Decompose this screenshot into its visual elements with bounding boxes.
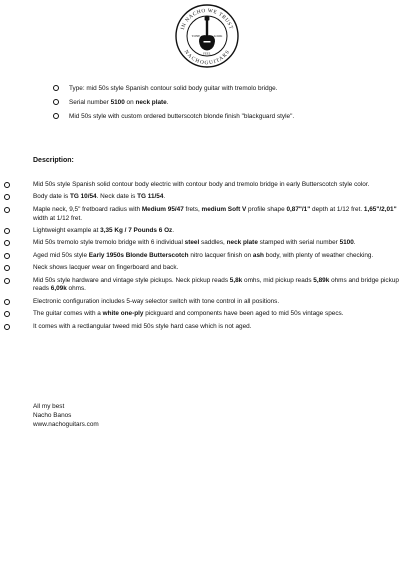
emphasized-text: Medium 95/47 bbox=[141, 205, 184, 213]
bullet-icon bbox=[4, 311, 10, 317]
text-run: Mid 50s style Spanish solid contour body electric with contour body and tremolo bridge in early Butterscotch style color. bbox=[33, 181, 370, 188]
text-run: depth at 1/12 fret. bbox=[310, 205, 364, 213]
logo-bottom-text: NACHOGUITARS bbox=[182, 49, 232, 67]
list-item bbox=[33, 277, 405, 295]
text-run: Mid 50s tremolo style tremolo bridge with 6 individual bbox=[33, 239, 185, 247]
text-run: . bbox=[166, 99, 169, 106]
list-item bbox=[33, 323, 405, 332]
text-run: Serial number bbox=[69, 99, 111, 106]
text-run: profile shape bbox=[246, 205, 287, 213]
bullet-icon bbox=[4, 207, 10, 213]
bullet-icon bbox=[4, 278, 10, 284]
bullet-icon bbox=[53, 113, 59, 119]
list-item bbox=[50, 98, 380, 107]
text-run: . bbox=[163, 193, 166, 201]
text-run: stamped with serial number bbox=[257, 239, 340, 247]
bullet-icon bbox=[4, 253, 10, 259]
list-item bbox=[33, 206, 405, 224]
text-run: . Neck date is bbox=[96, 193, 138, 201]
bullet-icon bbox=[4, 228, 10, 234]
emphasized-text: Early 1950s Blonde Butterscotch bbox=[88, 251, 189, 259]
spec-summary-list bbox=[50, 84, 380, 126]
bullet-icon bbox=[4, 240, 10, 246]
bullet-icon bbox=[4, 265, 10, 271]
emphasized-text: TG 10/54 bbox=[69, 193, 97, 201]
emphasized-text: neck plate bbox=[135, 99, 167, 106]
list-item bbox=[33, 239, 405, 248]
logo-inner-right: LOOK bbox=[213, 34, 223, 38]
text-run: . bbox=[353, 239, 356, 247]
list-item bbox=[33, 193, 405, 202]
emphasized-text: 5100 bbox=[339, 239, 354, 247]
text-run: nitro lacquer finish on bbox=[188, 251, 253, 259]
emphasized-text: medium Soft V bbox=[201, 205, 247, 213]
emphasized-text: 0,87"/1" bbox=[286, 205, 311, 213]
text-run: Body date is bbox=[33, 193, 70, 201]
signoff-website: www.nachoguitars.com bbox=[33, 420, 99, 428]
signoff-greeting: All my best bbox=[33, 403, 65, 410]
text-run: Maple neck, 9,5" fretboard radius with bbox=[33, 205, 142, 213]
list-item bbox=[33, 264, 405, 273]
emphasized-text: 6,09k bbox=[50, 285, 67, 293]
list-item bbox=[33, 181, 405, 190]
bullet-icon bbox=[4, 182, 10, 188]
bullet-icon bbox=[53, 99, 59, 105]
nachoguitars-seal-logo bbox=[174, 3, 240, 69]
bullet-icon bbox=[4, 194, 10, 200]
text-run: Lightweight example at bbox=[33, 226, 101, 234]
text-run: on bbox=[124, 99, 136, 106]
list-item bbox=[50, 84, 380, 93]
bullet-icon bbox=[4, 324, 10, 330]
text-run: The guitar comes with a bbox=[33, 310, 103, 318]
text-run: body, with plenty of weather checking. bbox=[263, 251, 374, 259]
signoff bbox=[33, 403, 99, 429]
text-run: pickguard and components have been aged to mid 50s vintage specs. bbox=[143, 310, 344, 318]
logo-top-text: IN NACHO WE TRUST bbox=[179, 7, 235, 31]
text-run: Neck shows lacquer wear on fingerboard and back. bbox=[33, 264, 179, 272]
description-heading: Description: bbox=[33, 157, 74, 164]
text-run: Type: mid 50s style Spanish contour solid body guitar with tremolo bridge. bbox=[69, 85, 278, 92]
emphasized-text: 1,65"/2,01" bbox=[363, 205, 397, 213]
text-run: frets, bbox=[183, 205, 202, 213]
emphasized-text: 5,89k bbox=[313, 276, 330, 284]
text-run: Electronic configuration includes 5-way selector switch with tone control in all positions. bbox=[33, 297, 280, 305]
emphasized-text: white one-ply bbox=[102, 310, 144, 318]
list-item bbox=[33, 310, 405, 319]
emphasized-text: TG 11/54 bbox=[137, 193, 164, 201]
text-run: saddles, bbox=[199, 239, 227, 247]
text-run: omhs, mid pickup reads bbox=[242, 276, 314, 284]
description-list bbox=[33, 181, 405, 335]
emphasized-text: 3,35 Kg / 7 Pounds 6 Oz bbox=[100, 226, 173, 234]
emphasized-text: steel bbox=[184, 239, 200, 247]
emphasized-text: ash bbox=[252, 251, 264, 259]
emphasized-text: 5,8k bbox=[229, 276, 243, 284]
bullet-icon bbox=[4, 299, 10, 305]
text-run: Aged mid 50s style bbox=[33, 251, 89, 259]
emphasized-text: neck plate bbox=[226, 239, 258, 247]
bullet-icon bbox=[53, 85, 59, 91]
text-run: Mid 50s style with custom ordered butterscotch blonde finish "blackguard style". bbox=[69, 113, 295, 120]
text-run: ohms and bridge pickup reads bbox=[33, 276, 399, 293]
logo-inner-bottom: FEEL bbox=[203, 51, 211, 56]
list-item bbox=[33, 252, 405, 261]
emphasized-text: 5100 bbox=[110, 99, 125, 106]
text-run: It comes with a rectlangular tweed mid 50s style hard case which is not aged. bbox=[33, 322, 252, 330]
list-item bbox=[50, 112, 380, 121]
logo-inner-left: TONE bbox=[191, 34, 201, 38]
text-run: . bbox=[172, 226, 175, 234]
text-run: Mid 50s style hardware and vintage style pickups. Neck pickup reads bbox=[33, 276, 230, 284]
text-run: ohms. bbox=[66, 285, 86, 293]
list-item bbox=[33, 227, 405, 236]
text-run: width at 1/12 fret. bbox=[33, 214, 83, 222]
signoff-name: Nacho Banos bbox=[33, 411, 72, 419]
list-item bbox=[33, 298, 405, 307]
